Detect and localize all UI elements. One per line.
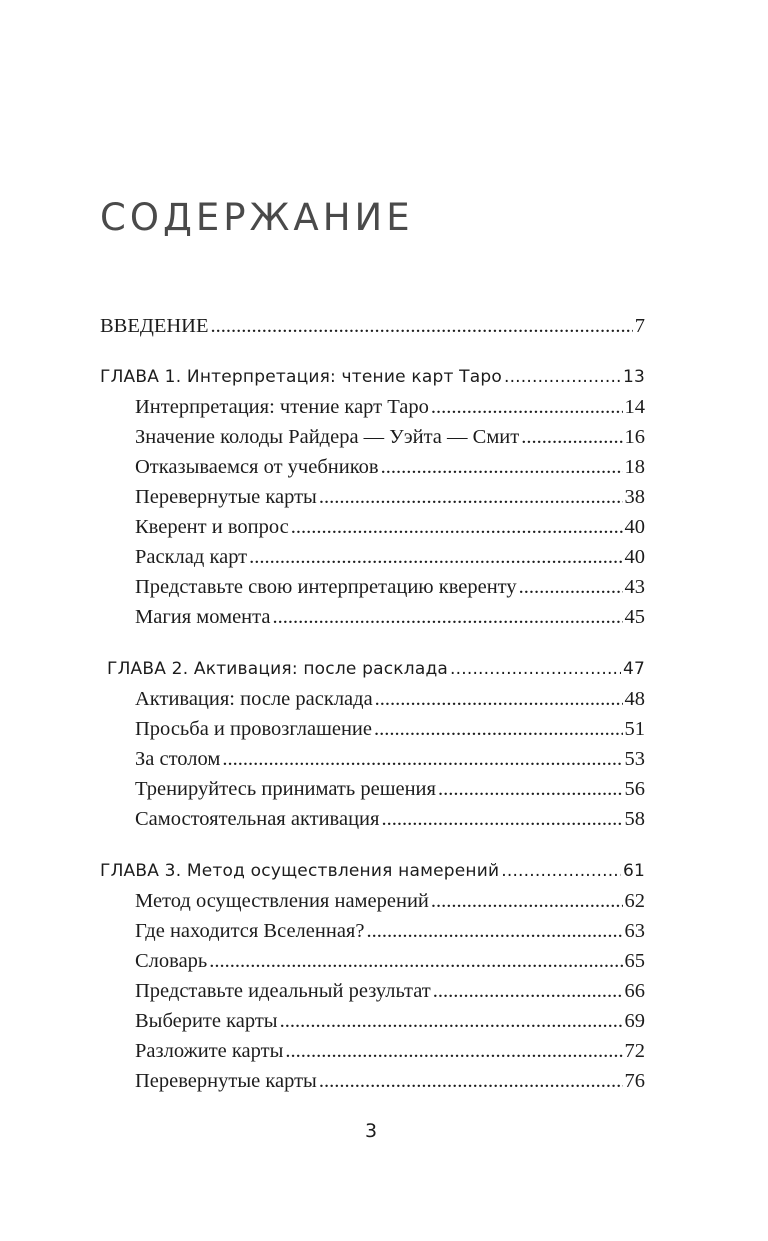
- dot-leader: [450, 654, 621, 684]
- toc-section-page: 51: [624, 718, 645, 740]
- dot-leader: [521, 422, 622, 452]
- toc-section[interactable]: [100, 1036, 645, 1066]
- table-of-contents: [100, 311, 645, 1096]
- toc-section-label: Перевернутые карты: [135, 486, 317, 508]
- toc-section[interactable]: [100, 684, 645, 714]
- toc-section-page: 14: [624, 396, 645, 418]
- toc-section[interactable]: [100, 916, 645, 946]
- toc-section-page: 45: [624, 606, 645, 628]
- dot-leader: [280, 1006, 623, 1036]
- toc-section-page: 16: [624, 426, 645, 448]
- dot-leader: [431, 392, 623, 422]
- toc-chapter-label: ГЛАВА 2. Активация: после расклада: [107, 659, 449, 679]
- dot-leader: [366, 916, 622, 946]
- toc-section[interactable]: [100, 392, 645, 422]
- dot-leader: [374, 714, 623, 744]
- toc-section-label: Магия момента: [135, 606, 271, 628]
- toc-heading: СОДЕРЖАНИЕ: [100, 196, 414, 239]
- toc-section-page: 69: [624, 1010, 645, 1032]
- toc-section[interactable]: [100, 714, 645, 744]
- toc-section-page: 56: [624, 778, 645, 800]
- toc-section-label: За столом: [135, 748, 221, 770]
- toc-section-page: 62: [624, 890, 645, 912]
- toc-section-page: 66: [624, 980, 645, 1002]
- toc-section-page: 43: [624, 576, 645, 598]
- toc-chapter-3[interactable]: [100, 856, 645, 886]
- toc-section[interactable]: [100, 804, 645, 834]
- toc-chapter-page: 47: [622, 659, 645, 679]
- toc-section[interactable]: [100, 482, 645, 512]
- toc-section[interactable]: [100, 1006, 645, 1036]
- toc-section[interactable]: [100, 602, 645, 632]
- dot-leader: [285, 1036, 622, 1066]
- toc-section[interactable]: [100, 452, 645, 482]
- toc-section[interactable]: [100, 744, 645, 774]
- toc-section-label: Где находится Вселенная?: [135, 920, 365, 942]
- toc-chapter-1[interactable]: [100, 362, 645, 392]
- toc-section-page: 63: [624, 920, 645, 942]
- toc-section[interactable]: [100, 886, 645, 916]
- toc-section-label: Выберите карты: [135, 1010, 278, 1032]
- dot-leader: [438, 774, 623, 804]
- dot-leader: [504, 362, 621, 392]
- toc-section-page: 65: [624, 950, 645, 972]
- toc-chapter-page: 61: [622, 861, 645, 881]
- toc-section-label: Представьте идеальный результат: [135, 980, 431, 1002]
- toc-section-page: 40: [624, 516, 645, 538]
- dot-leader: [519, 572, 623, 602]
- toc-section-label: Разложите карты: [135, 1040, 284, 1062]
- toc-section-label: Кверент и вопрос: [135, 516, 289, 538]
- toc-entry-label: ВВЕДЕНИЕ: [100, 315, 209, 337]
- dot-leader: [375, 684, 623, 714]
- dot-leader: [249, 542, 622, 572]
- toc-section-label: Значение колоды Райдера — Уэйта — Смит: [135, 426, 520, 448]
- toc-section[interactable]: [100, 1066, 645, 1096]
- toc-chapter-label: ГЛАВА 3. Метод осуществления намерений: [100, 861, 500, 881]
- toc-section-page: 38: [624, 486, 645, 508]
- page-number: 3: [364, 1120, 378, 1142]
- dot-leader: [381, 804, 622, 834]
- toc-section-page: 40: [624, 546, 645, 568]
- toc-entry-page: 7: [634, 315, 645, 337]
- toc-section-label: Активация: после расклада: [135, 688, 373, 710]
- dot-leader: [211, 311, 633, 341]
- toc-section-label: Отказываемся от учебников: [135, 456, 379, 478]
- toc-chapter-label: ГЛАВА 1. Интерпретация: чтение карт Таро: [100, 367, 502, 387]
- dot-leader: [291, 512, 623, 542]
- toc-section-label: Перевернутые карты: [135, 1070, 317, 1092]
- toc-section-page: 18: [624, 456, 645, 478]
- toc-section-page: 48: [624, 688, 645, 710]
- toc-section-page: 72: [624, 1040, 645, 1062]
- toc-section[interactable]: [100, 976, 645, 1006]
- dot-leader: [381, 452, 623, 482]
- dot-leader: [431, 886, 623, 916]
- toc-section-label: Интерпретация: чтение карт Таро: [135, 396, 429, 418]
- dot-leader: [209, 946, 622, 976]
- toc-section-label: Метод осуществления намерений: [135, 890, 429, 912]
- toc-entry-intro[interactable]: [100, 311, 645, 341]
- dot-leader: [501, 856, 621, 886]
- toc-section[interactable]: [100, 542, 645, 572]
- toc-section-label: Словарь: [135, 950, 208, 972]
- toc-section-page: 53: [624, 748, 645, 770]
- dot-leader: [222, 744, 622, 774]
- toc-section-label: Расклад карт: [135, 546, 248, 568]
- toc-section-page: 76: [624, 1070, 645, 1092]
- toc-section-label: Тренируйтесь принимать решения: [135, 778, 436, 800]
- dot-leader: [319, 482, 623, 512]
- toc-chapter-page: 13: [622, 367, 645, 387]
- toc-section[interactable]: [100, 572, 645, 602]
- dot-leader: [272, 602, 622, 632]
- dot-leader: [319, 1066, 623, 1096]
- toc-section-page: 58: [624, 808, 645, 830]
- toc-section-label: Самостоятельная активация: [135, 808, 380, 830]
- toc-section[interactable]: [100, 422, 645, 452]
- dot-leader: [433, 976, 623, 1006]
- toc-chapter-2[interactable]: [100, 654, 645, 684]
- toc-section-label: Представьте свою интерпретацию кверенту: [135, 576, 517, 598]
- toc-section-label: Просьба и провозглашение: [135, 718, 372, 740]
- toc-section[interactable]: [100, 946, 645, 976]
- toc-section[interactable]: [100, 774, 645, 804]
- toc-section[interactable]: [100, 512, 645, 542]
